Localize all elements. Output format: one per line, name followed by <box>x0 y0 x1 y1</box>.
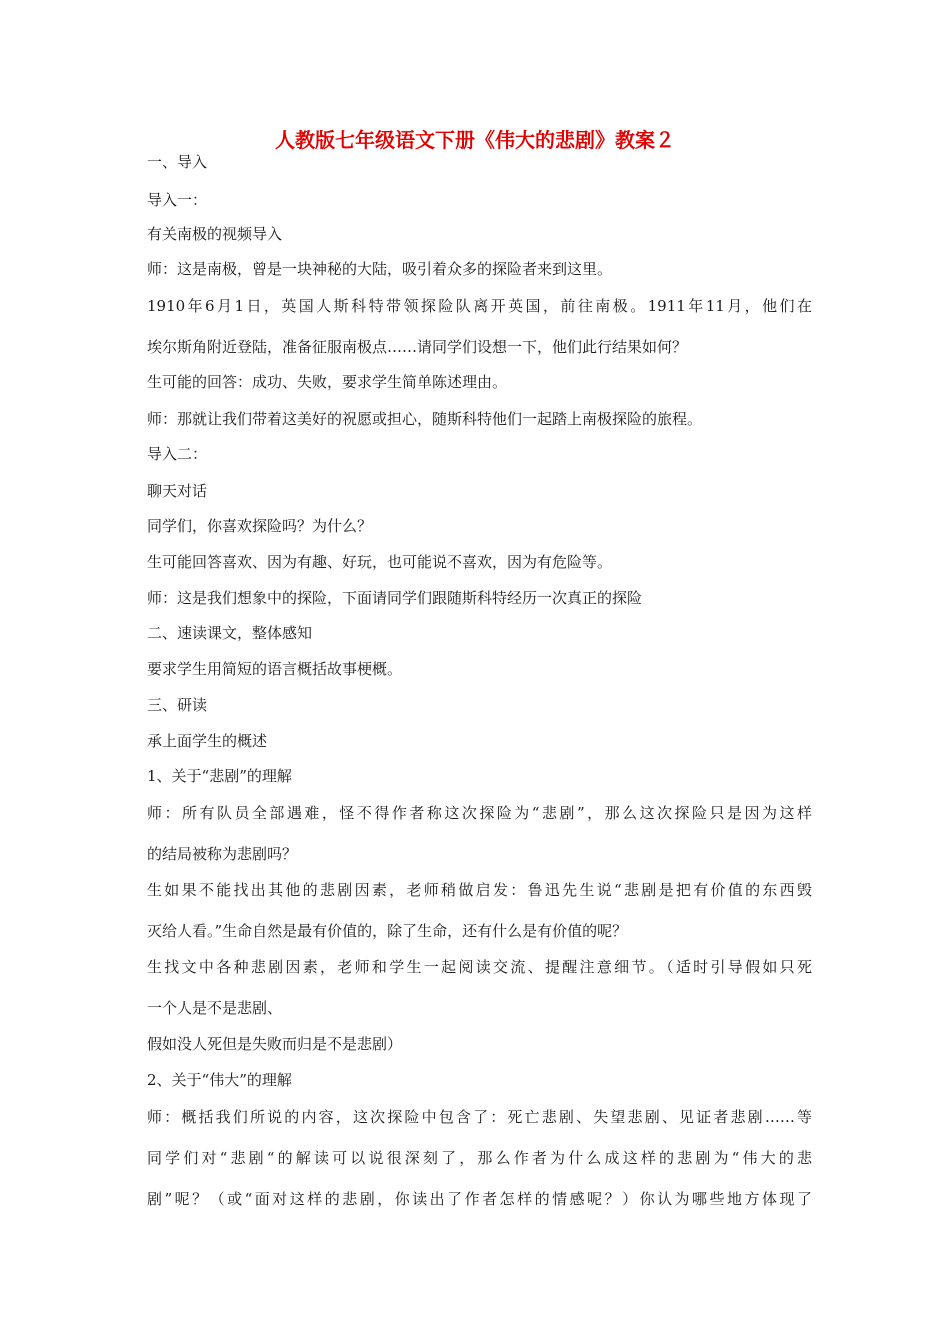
text-line: 一个人是不是悲剧、 <box>147 999 283 1017</box>
text-line: 剧”呢？（或“面对这样的悲剧，你读出了作者怎样的情感呢？）你认为哪些地方体现了 <box>147 1190 812 1208</box>
text-line: 要求学生用简短的语言概括故事梗概。 <box>147 660 403 678</box>
text-line: 生可能回答喜欢、因为有趣、好玩，也可能说不喜欢，因为有危险等。 <box>147 553 613 571</box>
subheading-intro-1: 导入一： <box>147 191 208 209</box>
text-line: 的结局被称为悲剧吗？ <box>147 845 298 863</box>
subheading-greatness: 2、关于“伟大”的理解 <box>147 1071 292 1089</box>
text-line: 生如果不能找出其他的悲剧因素，老师稍做启发：鲁迅先生说“悲剧是把有价值的东西毁 <box>147 881 812 899</box>
document-title: 人教版七年级语文下册《伟大的悲剧》教案２ <box>275 128 675 152</box>
text-line: 同学们对“悲剧“的解读可以说很深刻了，那么作者为什么成这样的悲剧为“伟大的悲 <box>147 1149 812 1167</box>
section-heading-skim: 二、速读课文，整体感知 <box>147 624 313 642</box>
section-heading-intro: 一、导入 <box>147 153 208 171</box>
text-line: 师：那就让我们带着这美好的祝愿或担心，随斯科特他们一起踏上南极探险的旅程。 <box>147 410 703 428</box>
subheading-tragedy: 1、关于“悲剧”的理解 <box>147 767 292 785</box>
text-line: 生可能的回答：成功、失败，要求学生简单陈述理由。 <box>147 373 508 391</box>
text-line: 承上面学生的概述 <box>147 732 268 750</box>
text-line: 1910年6月1日，英国人斯科特带领探险队离开英国，前往南极。1911年11月，他们在 <box>147 297 812 315</box>
text-line: 同学们，你喜欢探险吗？为什么？ <box>147 517 373 535</box>
text-line: 灭给人看。”生命自然是最有价值的，除了生命，还有什么是有价值的呢？ <box>147 922 628 940</box>
text-line: 师：这是我们想象中的探险，下面请同学们跟随斯科特经历一次真正的探险 <box>147 589 643 607</box>
text-line: 埃尔斯角附近登陆，准备征服南极点……请同学们设想一下，他们此行结果如何？ <box>147 338 688 356</box>
text-line: 生找文中各种悲剧因素，老师和学生一起阅读交流、提醒注意细节。（适时引导假如只死 <box>147 958 812 976</box>
text-line: 假如没人死但是失败而归是不是悲剧） <box>147 1035 403 1053</box>
text-line: 师：所有队员全部遇难，怪不得作者称这次探险为“悲剧”，那么这次探险只是因为这样 <box>147 804 812 822</box>
text-line: 师：这是南极，曾是一块神秘的大陆，吸引着众多的探险者来到这里。 <box>147 260 613 278</box>
text-line: 有关南极的视频导入 <box>147 225 283 243</box>
text-line: 师：概括我们所说的内容，这次探险中包含了：死亡悲剧、失望悲剧、见证者悲剧……等 <box>147 1108 812 1126</box>
section-heading-study: 三、研读 <box>147 696 208 714</box>
subheading-intro-2: 导入二： <box>147 445 208 463</box>
text-line: 聊天对话 <box>147 482 208 500</box>
